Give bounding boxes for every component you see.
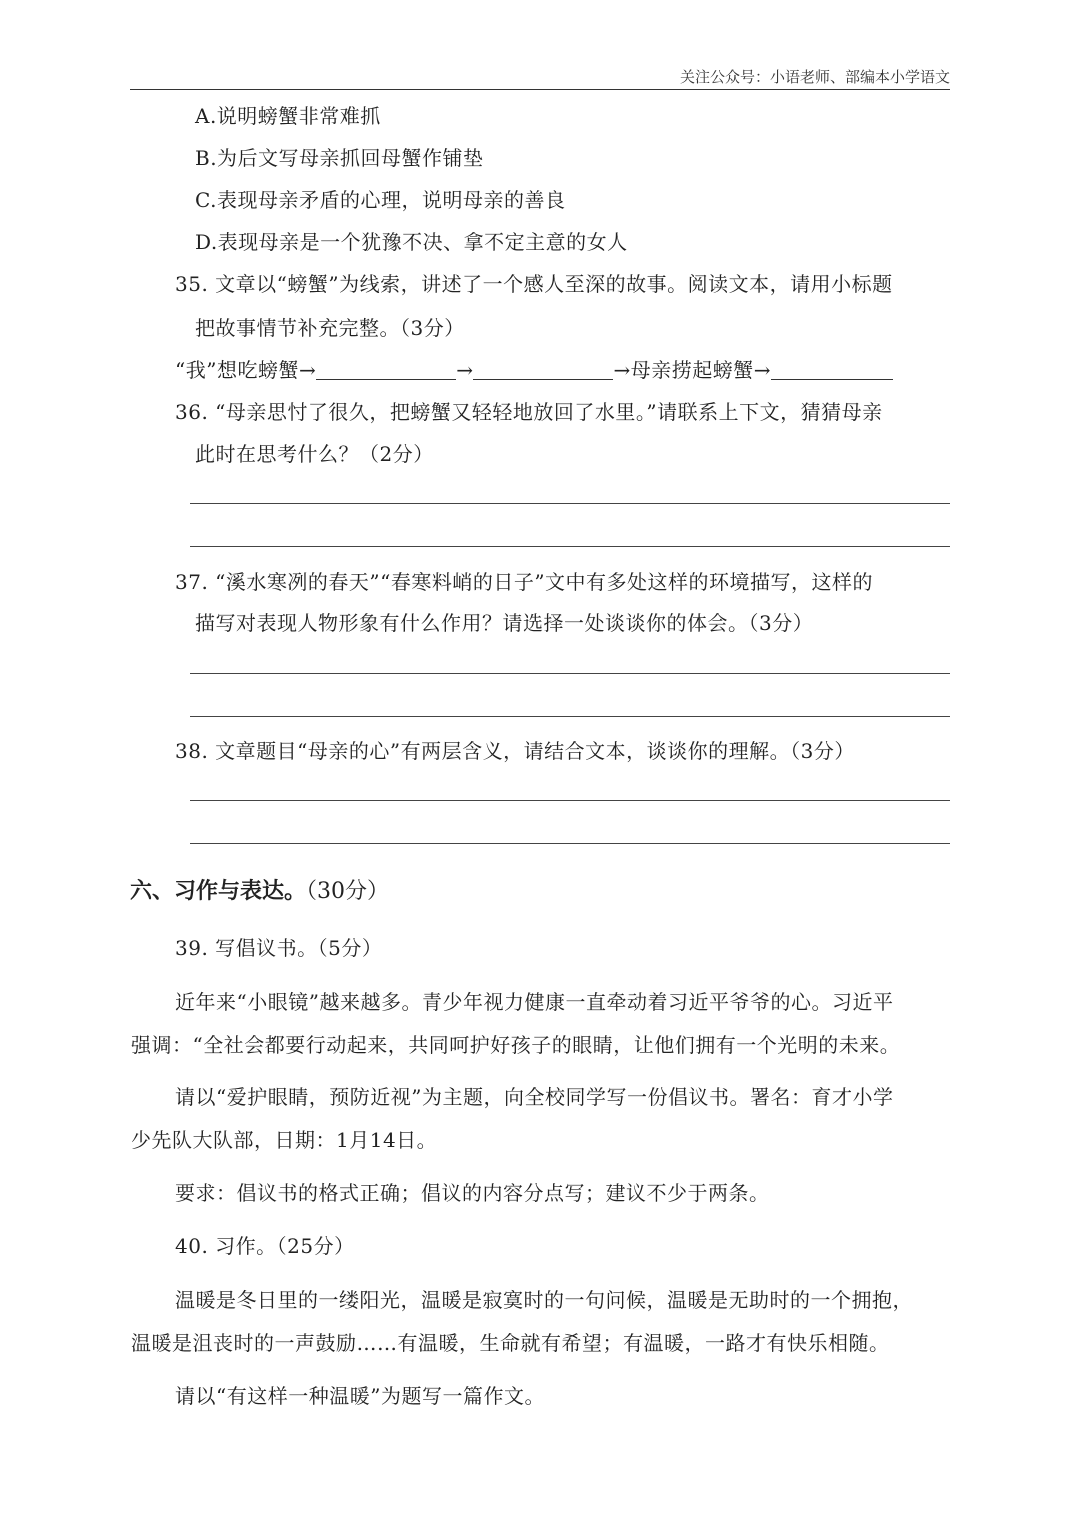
q35-blank-3[interactable] (771, 379, 893, 380)
q35-prompt-line1: 35. 文章以“螃蟹”为线索，讲述了一个感人至深的故事。阅读文本，请用小标题 (175, 272, 893, 296)
q35-prompt-line2: 把故事情节补充完整。（3分） (195, 316, 465, 340)
q34-option-a: A.说明螃蟹非常难抓 (195, 104, 381, 128)
section-heading (130, 874, 389, 905)
q39-title: 39. 写倡议书。（5分） (175, 936, 383, 960)
q37-prompt-line2: 描写对表现人物形象有什么作用？请选择一处谈谈你的体会。（3分） (195, 611, 814, 635)
q39-para1-line1: 近年来“小眼镜”越来越多。青少年视力健康一直牵动着习近平爷爷的心。习近平 (175, 990, 894, 1014)
q37-prompt-line1: 37. “溪水寒冽的春天”“春寒料峭的日子”文中有多处这样的环境描写，这样的 (175, 570, 874, 594)
q35-plot-chain (175, 354, 893, 383)
q40-para2: 请以“有这样一种温暖”为题写一篇作文。 (175, 1384, 545, 1408)
q40-title: 40. 习作。（25分） (175, 1234, 355, 1258)
section-title: 六、习作与表达。 (130, 879, 307, 904)
q35-blank-1[interactable] (316, 379, 456, 380)
header-divider (130, 89, 950, 90)
q37-answer-line-1[interactable] (190, 673, 950, 674)
q39-requirements: 要求：倡议书的格式正确；倡议的内容分点写；建议不少于两条。 (175, 1181, 770, 1205)
q36-answer-line-2[interactable] (190, 546, 950, 547)
q39-para2-line1: 请以“爱护眼睛，预防近视”为主题，向全校同学写一份倡议书。署名：育才小学 (175, 1085, 894, 1109)
q38-prompt-line1: 38. 文章题目“母亲的心”有两层含义，请结合文本，谈谈你的理解。（3分） (175, 739, 855, 763)
q40-para1-line1: 温暖是冬日里的一缕阳光，温暖是寂寞时的一句问候，温暖是无助时的一个拥抱， (175, 1288, 913, 1312)
q35-arrow: → (456, 358, 474, 382)
q36-answer-line-1[interactable] (190, 503, 950, 504)
q36-prompt-line2: 此时在思考什么？（2分） (195, 442, 434, 466)
section-score: （30分） (306, 879, 390, 904)
q34-option-b: B.为后文写母亲抓回母蟹作铺垫 (195, 146, 484, 170)
q39-para2-line2: 少先队大队部，日期：1月14日。 (131, 1128, 438, 1152)
q36-prompt-line1: 36. “母亲思忖了很久，把螃蟹又轻轻地放回了水里。”请联系上下文，猜猜母亲 (175, 400, 883, 424)
q34-option-c: C.表现母亲矛盾的心理，说明母亲的善良 (195, 188, 566, 212)
q37-answer-line-2[interactable] (190, 716, 950, 717)
q39-para1-line2: 强调：“全社会都要行动起来，共同呵护好孩子的眼睛，让他们拥有一个光明的未来。 (131, 1033, 901, 1057)
q34-option-d: D.表现母亲是一个犹豫不决、拿不定主意的女人 (195, 230, 628, 254)
q35-chain-start: “我”想吃螃蟹→ (175, 358, 317, 382)
page-header: 关注公众号：小语老师、部编本小学语文 (679, 68, 950, 86)
q38-answer-line-1[interactable] (190, 800, 950, 801)
q35-blank-2[interactable] (473, 379, 613, 380)
q38-answer-line-2[interactable] (190, 843, 950, 844)
q40-para1-line2: 温暖是沮丧时的一声鼓励……有温暖，生命就有希望；有温暖，一路才有快乐相随。 (131, 1331, 890, 1355)
q35-arrow-2: →母亲捞起螃蟹→ (613, 358, 771, 382)
